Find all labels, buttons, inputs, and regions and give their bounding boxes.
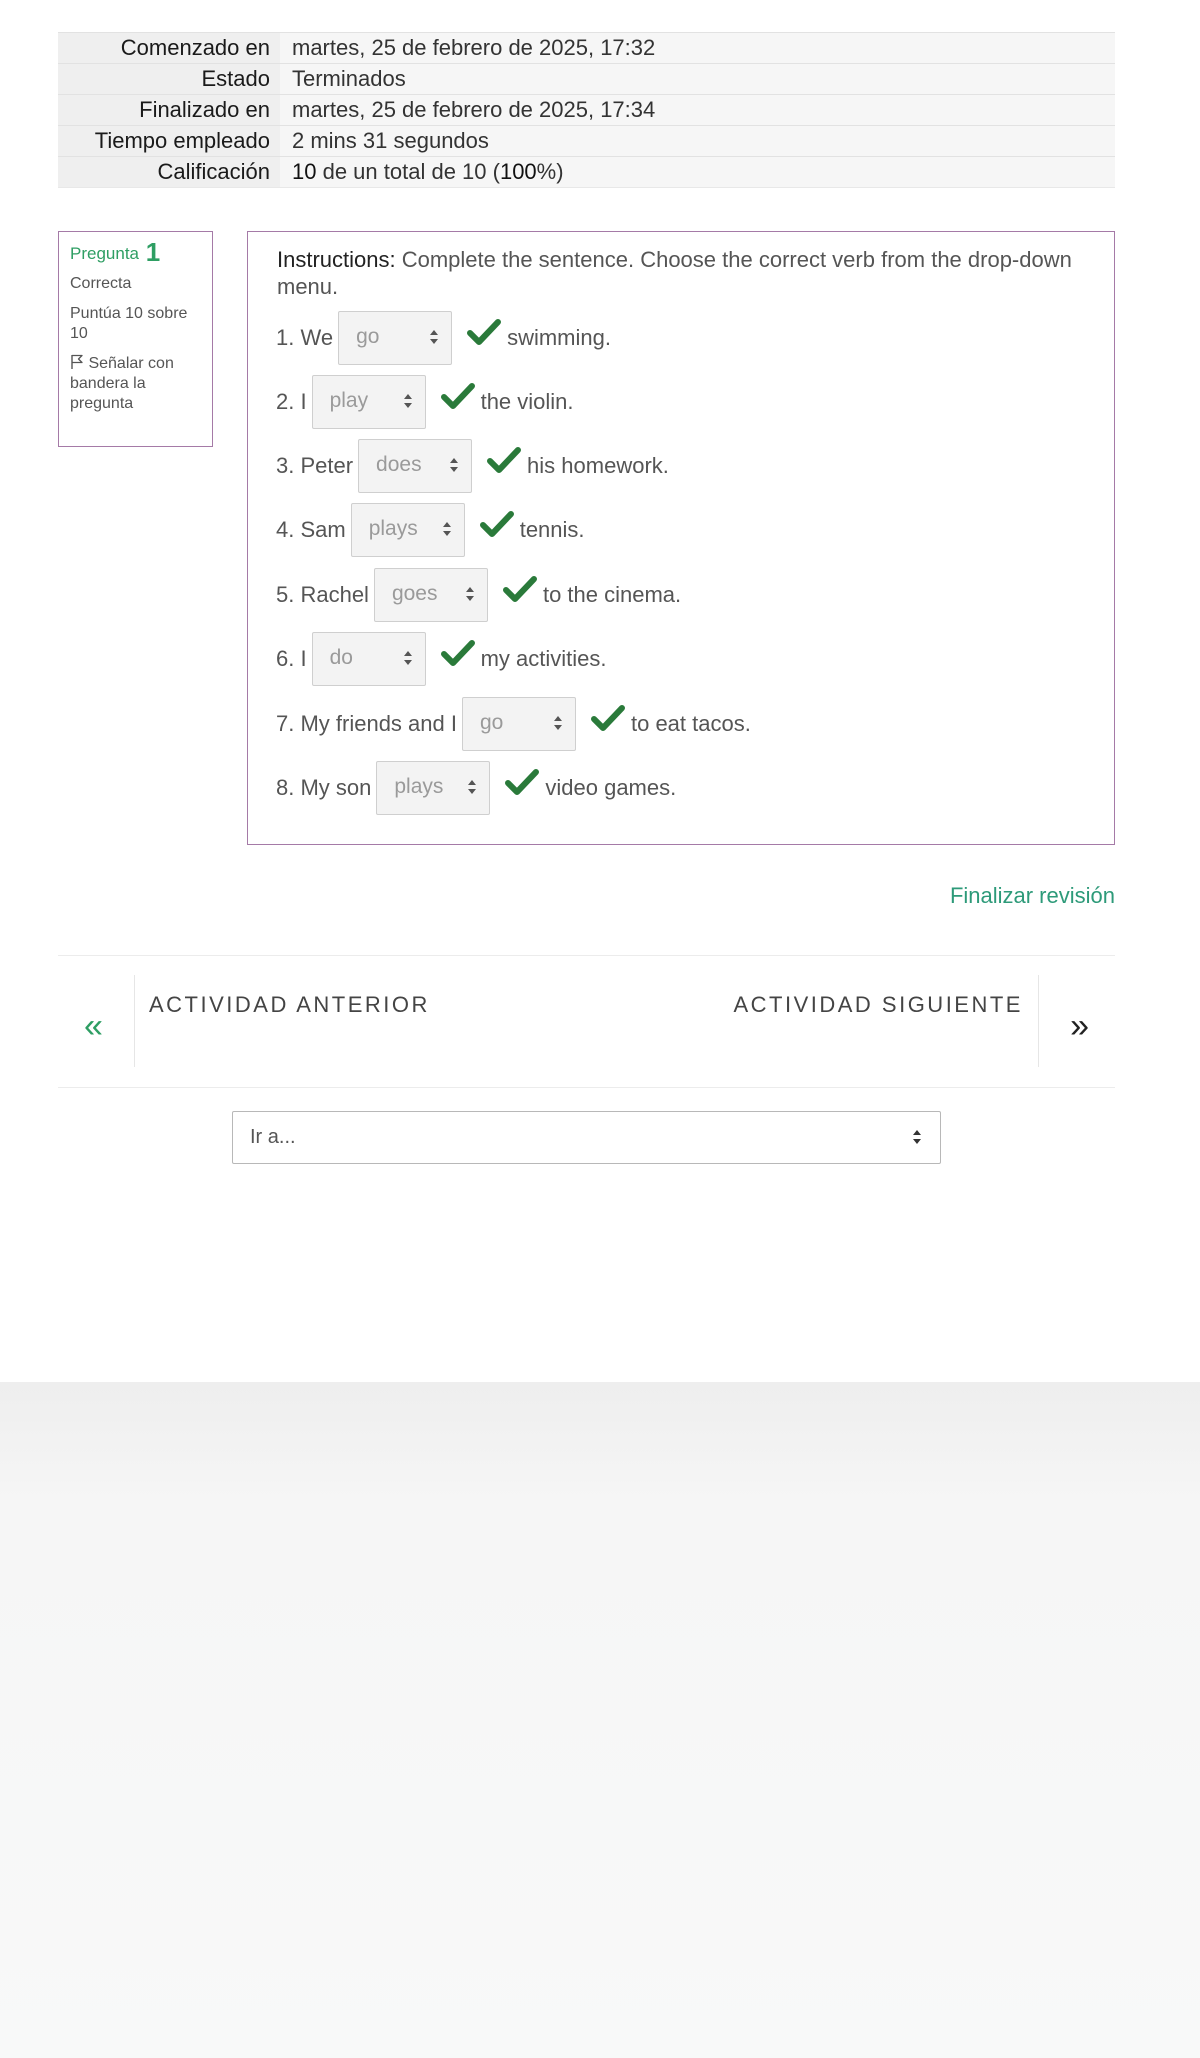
grade-total: de un total de 10 ( [316, 159, 500, 184]
check-icon [467, 318, 501, 346]
summary-row-grade [58, 157, 1115, 188]
check-icon [441, 382, 475, 410]
question-state: Correcta [70, 275, 132, 292]
question-number-value: 1 [145, 237, 161, 267]
next-activity-label: ACTIVIDAD SIGUIENTE [733, 992, 1023, 1017]
summary-row-started [58, 33, 1115, 64]
summary-label: Finalizado en [58, 95, 280, 126]
question-number [70, 237, 202, 267]
item-suffix: swimming. [507, 325, 611, 350]
item-prefix: 4. Sam [276, 517, 346, 542]
check-icon [503, 575, 537, 603]
item-prefix: 3. Peter [276, 453, 354, 478]
check-icon [441, 639, 475, 667]
item-suffix: my activities. [480, 646, 607, 671]
summary-label: Calificación [58, 157, 280, 188]
select-caret-icon [465, 585, 475, 603]
summary-label: Tiempo empleado [58, 126, 280, 157]
answer-select[interactable] [374, 568, 488, 622]
item-suffix: tennis. [519, 517, 585, 542]
double-chevron-right-icon: » [1070, 1007, 1089, 1045]
item-suffix: the violin. [480, 389, 574, 414]
answer-select[interactable] [358, 439, 472, 493]
jump-to-selected: Ir a... [250, 1126, 296, 1148]
select-caret-icon [912, 1128, 922, 1146]
select-caret-icon [449, 456, 459, 474]
check-icon [591, 704, 625, 732]
nav-separator [1038, 975, 1039, 1067]
answer-select[interactable] [312, 632, 426, 686]
select-caret-icon [553, 714, 563, 732]
summary-value: 2 mins 31 segundos [280, 126, 1115, 157]
answer-select[interactable] [462, 697, 576, 751]
answer-select[interactable] [351, 503, 465, 557]
question-instructions [277, 246, 1086, 300]
attempt-summary-table [58, 32, 1115, 188]
summary-value: Terminados [280, 64, 1115, 95]
question-item [276, 761, 676, 815]
nav-separator [134, 975, 135, 1067]
answer-value: plays [368, 517, 418, 540]
select-caret-icon [429, 328, 439, 346]
summary-value: martes, 25 de febrero de 2025, 17:34 [280, 95, 1115, 126]
answer-value: go [356, 325, 380, 348]
item-prefix: 7. My friends and I [276, 711, 457, 736]
answer-value: play [329, 389, 369, 412]
question-item [276, 697, 751, 751]
item-prefix: 1. We [276, 325, 334, 350]
answer-value: do [329, 646, 353, 669]
item-prefix: 2. I [276, 389, 307, 414]
item-prefix: 6. I [276, 646, 307, 671]
question-item [276, 439, 669, 493]
flag-icon [70, 354, 84, 370]
item-suffix: to eat tacos. [630, 711, 751, 736]
summary-value [280, 157, 1115, 188]
instructions-label: Instructions: [277, 247, 396, 272]
grade-percent-sign: %) [536, 159, 564, 184]
check-icon [505, 768, 539, 796]
answer-select[interactable] [338, 311, 452, 365]
flag-question-label: Señalar con bandera la pregunta [70, 355, 174, 412]
answer-value: go [479, 711, 504, 734]
summary-label: Estado [58, 64, 280, 95]
answer-value: goes [391, 582, 438, 605]
answer-value: plays [394, 775, 444, 798]
select-caret-icon [403, 392, 413, 410]
next-activity-link[interactable] [595, 975, 1115, 1067]
select-caret-icon [442, 520, 452, 538]
summary-value: martes, 25 de febrero de 2025, 17:32 [280, 33, 1115, 64]
question-info-box [58, 231, 213, 447]
question-item [276, 375, 574, 429]
question-label: Pregunta [70, 244, 139, 263]
nav-divider-top [58, 955, 1115, 956]
check-icon [487, 446, 521, 474]
answer-value: does [376, 453, 422, 476]
item-suffix: to the cinema. [542, 582, 682, 607]
select-caret-icon [403, 649, 413, 667]
summary-row-state [58, 64, 1115, 95]
page-footer-area [0, 1382, 1200, 2058]
previous-activity-link[interactable] [58, 975, 578, 1067]
answer-select[interactable] [312, 375, 426, 429]
item-prefix: 5. Rachel [276, 582, 369, 607]
finish-review-link[interactable]: Finalizar revisión [949, 883, 1115, 908]
item-suffix: video games. [545, 775, 677, 800]
question-item [276, 503, 585, 557]
previous-activity-label: ACTIVIDAD ANTERIOR [149, 992, 430, 1017]
instructions-text: Complete the sentence. Choose the correct verb from the drop-down menu. [277, 247, 1072, 299]
grade-score: 10 [292, 159, 317, 184]
jump-to-select[interactable] [232, 1111, 941, 1164]
item-suffix: his homework. [527, 453, 669, 478]
double-chevron-left-icon: « [84, 1007, 103, 1045]
summary-row-finished [58, 95, 1115, 126]
summary-label: Comenzado en [58, 33, 280, 64]
question-item [276, 568, 681, 622]
summary-row-time-taken [58, 126, 1115, 157]
question-item [276, 311, 611, 365]
check-icon [480, 510, 514, 538]
question-item [276, 632, 607, 686]
grade-percent: 100 [499, 159, 537, 184]
flag-question-link[interactable] [70, 354, 202, 414]
select-caret-icon [467, 778, 477, 796]
answer-select[interactable] [376, 761, 490, 815]
question-mark: Puntúa 10 sobre 10 [70, 305, 188, 342]
item-prefix: 8. My son [276, 775, 372, 800]
nav-divider-bottom [58, 1087, 1115, 1088]
